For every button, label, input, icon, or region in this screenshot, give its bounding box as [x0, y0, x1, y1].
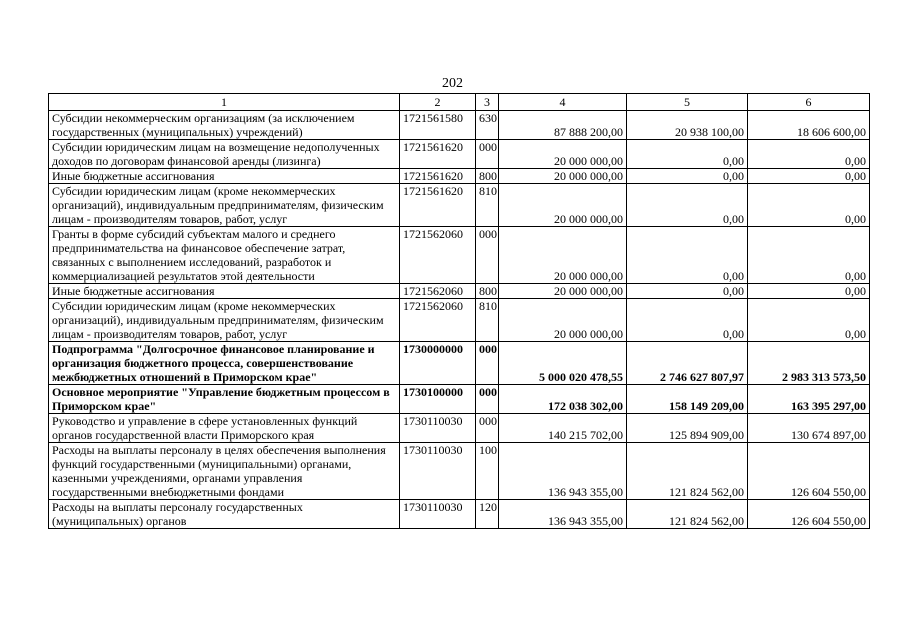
row-code-cell: 1730100000	[400, 385, 476, 414]
column-header: 5	[627, 94, 748, 111]
row-value-cell: 136 943 355,00	[499, 500, 627, 529]
row-code-cell: 1721562060	[400, 284, 476, 299]
row-value-cell: 20 000 000,00	[499, 227, 627, 284]
row-value-cell: 18 606 600,00	[748, 111, 870, 140]
column-header: 4	[499, 94, 627, 111]
row-value-cell: 0,00	[627, 140, 748, 169]
table-row	[49, 169, 870, 184]
row-code-cell: 1730110030	[400, 414, 476, 443]
row-kvr-cell: 810	[476, 299, 499, 342]
row-value-cell: 0,00	[748, 284, 870, 299]
row-value-cell: 136 943 355,00	[499, 443, 627, 500]
row-value-cell: 140 215 702,00	[499, 414, 627, 443]
page-number: 202	[442, 76, 463, 91]
table-row	[49, 414, 870, 443]
row-value-cell: 87 888 200,00	[499, 111, 627, 140]
row-value-cell: 2 983 313 573,50	[748, 342, 870, 385]
row-name-cell: Основное мероприятие "Управление бюджетным процессом в Приморском крае"	[49, 385, 400, 414]
row-value-cell: 0,00	[748, 140, 870, 169]
row-value-cell: 20 000 000,00	[499, 299, 627, 342]
row-code-cell: 1721562060	[400, 299, 476, 342]
row-code-cell: 1730110030	[400, 500, 476, 529]
row-code-cell: 1721561620	[400, 140, 476, 169]
row-kvr-cell: 100	[476, 443, 499, 500]
row-value-cell: 130 674 897,00	[748, 414, 870, 443]
row-value-cell: 20 000 000,00	[499, 169, 627, 184]
row-value-cell: 0,00	[748, 184, 870, 227]
row-kvr-cell: 000	[476, 385, 499, 414]
row-name-cell: Субсидии некоммерческим организациям (за исключением государственных (муниципальных) учреждений)	[49, 111, 400, 140]
row-name-cell: Субсидии юридическим лицам (кроме некоммерческих организаций), индивидуальным предпринимателям, физическим лицам - производителям товаров, работ, услуг	[49, 184, 400, 227]
row-name-cell: Подпрограмма "Долгосрочное финансовое планирование и организация бюджетного процесса, совершенствование межбюджетных отношений в Приморском крае"	[49, 342, 400, 385]
table-row	[49, 284, 870, 299]
row-value-cell: 0,00	[627, 284, 748, 299]
row-code-cell: 1721561620	[400, 169, 476, 184]
row-value-cell: 126 604 550,00	[748, 500, 870, 529]
column-header: 3	[476, 94, 499, 111]
row-value-cell: 20 938 100,00	[627, 111, 748, 140]
budget-table	[48, 93, 870, 529]
row-value-cell: 126 604 550,00	[748, 443, 870, 500]
row-value-cell: 0,00	[627, 184, 748, 227]
row-value-cell: 172 038 302,00	[499, 385, 627, 414]
row-kvr-cell: 000	[476, 140, 499, 169]
row-name-cell: Расходы на выплаты персоналу государственных (муниципальных) органов	[49, 500, 400, 529]
row-value-cell: 0,00	[748, 299, 870, 342]
row-value-cell: 125 894 909,00	[627, 414, 748, 443]
row-value-cell: 121 824 562,00	[627, 443, 748, 500]
row-kvr-cell: 630	[476, 111, 499, 140]
row-value-cell: 0,00	[748, 227, 870, 284]
table-row	[49, 443, 870, 500]
row-kvr-cell: 000	[476, 227, 499, 284]
row-name-cell: Иные бюджетные ассигнования	[49, 169, 400, 184]
row-code-cell: 1721561620	[400, 184, 476, 227]
row-value-cell: 0,00	[627, 299, 748, 342]
row-code-cell: 1730110030	[400, 443, 476, 500]
row-name-cell: Расходы на выплаты персоналу в целях обеспечения выполнения функций государственными (муниципальными) органами, казенными учреждениями, органами управления государственными внебюджетными фондами	[49, 443, 400, 500]
row-value-cell: 20 000 000,00	[499, 284, 627, 299]
row-kvr-cell: 810	[476, 184, 499, 227]
row-kvr-cell: 800	[476, 169, 499, 184]
row-value-cell: 0,00	[748, 169, 870, 184]
row-value-cell: 0,00	[627, 169, 748, 184]
row-value-cell: 158 149 209,00	[627, 385, 748, 414]
table-row	[49, 111, 870, 140]
row-name-cell: Руководство и управление в сфере установленных функций органов государственной власти Приморского края	[49, 414, 400, 443]
row-value-cell: 163 395 297,00	[748, 385, 870, 414]
row-kvr-cell: 000	[476, 342, 499, 385]
row-kvr-cell: 800	[476, 284, 499, 299]
table-header-row	[49, 94, 870, 111]
table-row	[49, 227, 870, 284]
table-row	[49, 385, 870, 414]
row-value-cell: 0,00	[627, 227, 748, 284]
column-header: 1	[49, 94, 400, 111]
row-kvr-cell: 000	[476, 414, 499, 443]
row-value-cell: 2 746 627 807,97	[627, 342, 748, 385]
table-row	[49, 342, 870, 385]
row-code-cell: 1721562060	[400, 227, 476, 284]
row-name-cell: Субсидии юридическим лицам на возмещение недополученных доходов по договорам финансовой аренды (лизинга)	[49, 140, 400, 169]
table-row	[49, 500, 870, 529]
table-row	[49, 299, 870, 342]
row-value-cell: 20 000 000,00	[499, 140, 627, 169]
row-name-cell: Иные бюджетные ассигнования	[49, 284, 400, 299]
row-name-cell: Субсидии юридическим лицам (кроме некоммерческих организаций), индивидуальным предпринимателям, физическим лицам - производителям товаров, работ, услуг	[49, 299, 400, 342]
row-value-cell: 5 000 020 478,55	[499, 342, 627, 385]
row-value-cell: 121 824 562,00	[627, 500, 748, 529]
table-row	[49, 140, 870, 169]
row-kvr-cell: 120	[476, 500, 499, 529]
table-row	[49, 184, 870, 227]
column-header: 2	[400, 94, 476, 111]
row-code-cell: 1721561580	[400, 111, 476, 140]
row-code-cell: 1730000000	[400, 342, 476, 385]
row-name-cell: Гранты в форме субсидий субъектам малого и среднего предпринимательства на финансовое обеспечение затрат, связанных с выполнением исследований, разработок и коммерциализацией результатов этой деятельности	[49, 227, 400, 284]
column-header: 6	[748, 94, 870, 111]
row-value-cell: 20 000 000,00	[499, 184, 627, 227]
